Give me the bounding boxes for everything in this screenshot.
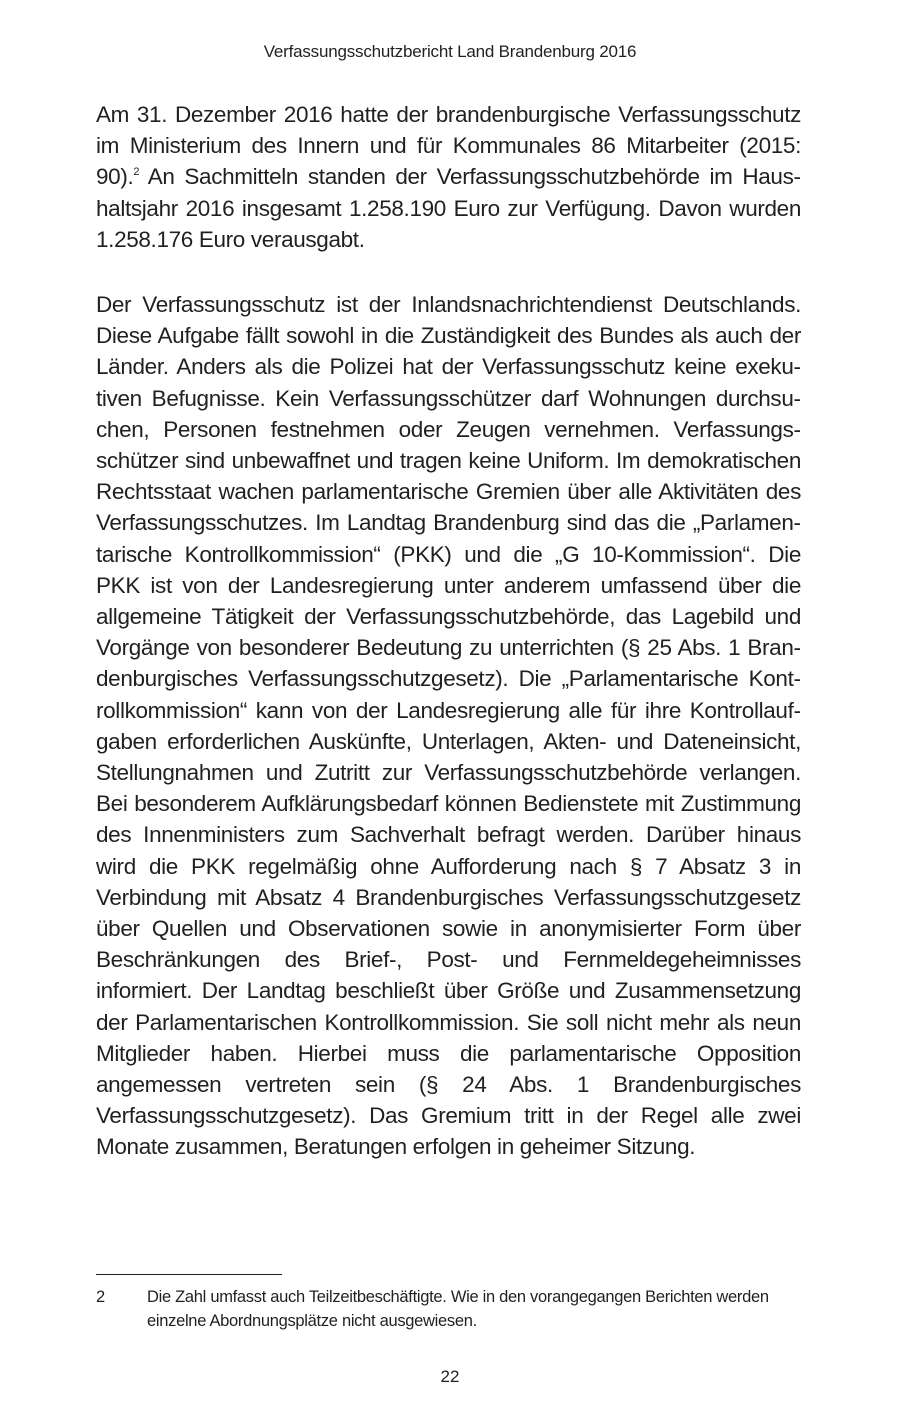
paragraph-staff-budget (96, 99, 801, 255)
paragraph-oversight: Der Verfassungsschutz ist der Inlandsnachrichtendienst Deutschlands. Diese Aufgabe fällt sowohl in die Zuständigkeit des Bundes als auch der Länder. Anders als die Polizei hat der Verfassungsschutz keine exekutiven Befugnisse. Kein Verfassungsschützer darf Wohnungen durchsuchen, Personen festnehmen oder Zeugen vernehmen. Verfassungsschützer sind unbewaffnet und tragen keine Uniform. Im demokratischen Rechtsstaat wachen parlamentarische Gremien über alle Aktivitäten des Verfassungsschutzes. Im Landtag Brandenburg sind das die „Parlamentarische Kontrollkommission“ (PKK) und die „G 10-Kommission“. Die PKK ist von der Landesregierung unter anderem umfassend über die allgemeine Tätigkeit der Verfassungsschutzbehörde, das Lagebild und Vorgänge von besonderer Bedeutung zu unterrichten (§ 25 Abs. 1 Brandenburgisches Verfassungsschutzgesetz). Die „Parlamentarische Kontrollkommission“ kann von der Landesregierung alle für ihre Kontrollaufgaben erforderlichen Auskünfte, Unterlagen, Akten- und Dateneinsicht, Stellungnahmen und Zutritt zur Verfassungsschutzbehörde verlangen. Bei besonderem Aufklärungsbedarf können Bedienstete mit Zustimmung des Innenministers zum Sachverhalt befragt werden. Darüber hinaus wird die PKK regelmäßig ohne Aufforderung nach § 7 Absatz 3 in Verbindung mit Absatz 4 Brandenburgisches Verfassungsschutzgesetz über Quellen und Observationen sowie in anonymisierter Form über Beschränkungen des Brief-, Post- und Fernmeldegeheimnisses informiert. Der Landtag beschließt über Größe und Zusammensetzung der Parlamentarischen Kontrollkommission. Sie soll nicht mehr als neun Mitglieder haben. Hierbei muss die parlamentarische Opposition angemessen vertreten sein (§ 24 Abs. 1 Brandenburgisches Verfassungsschutzgesetz). Das Gremium tritt in der Regel alle zwei Monate zusammen, Beratungen erfolgen in geheimer Sitzung. (96, 292, 801, 1160)
footnote-reference[interactable]: 2 (133, 166, 140, 179)
footnote-divider (96, 1274, 282, 1275)
footnote-text: Die Zahl umfasst auch Teilzeitbeschäftigte. Wie in den vorangegangen Berichten werden einzelne Abordnungsplätze nicht ausgewiesen. (147, 1288, 769, 1330)
running-header: Verfassungsschutzbericht Land Brandenburg 2016 (263, 42, 637, 61)
footnote-number: 2 (96, 1288, 105, 1306)
paragraph-1-text-end: An Sachmitteln standen der Verfassungsschutzbehörde im Haushaltsjahr 2016 insgesamt 1.258.190 Euro zur Verfügung. Davon wurden 1.258.176 Euro verausgabt. (96, 164, 801, 252)
paragraph-1-text-start: Am 31. Dezember 2016 hatte der brandenburgische Verfassungsschutz im Ministerium des Innern und für Kommunales 86 Mitarbeiter (2015: 90). (96, 102, 801, 190)
page-number: 22 (440, 1367, 460, 1386)
